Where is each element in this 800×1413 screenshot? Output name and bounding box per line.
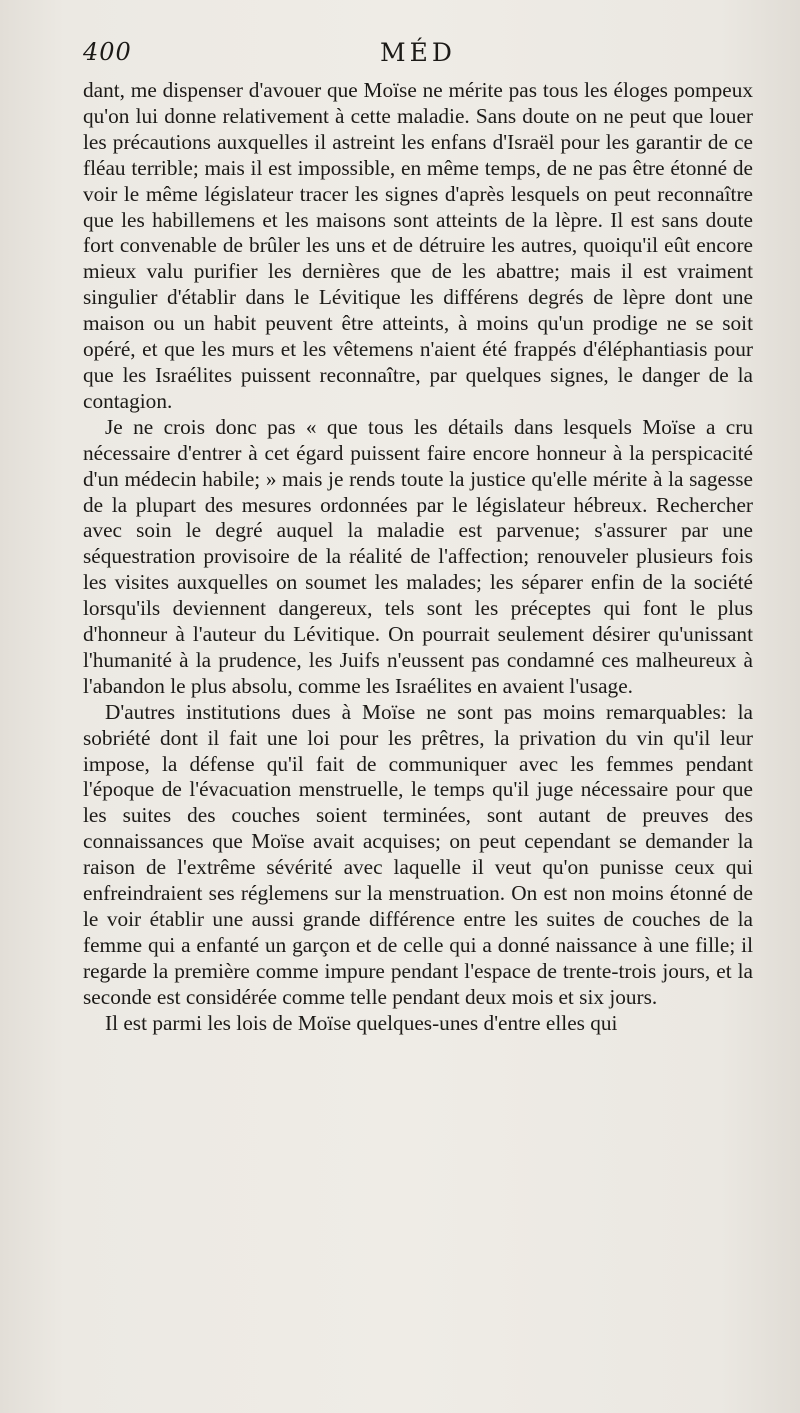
paragraph-laws: Il est parmi les lois de Moïse quelques-unes d'entre elles qui <box>105 1010 618 1035</box>
body-text <box>83 78 753 1037</box>
paragraph-continued: dant, me dispenser d'avouer que Moïse ne mérite pas tous les éloges pompeux qu'on lui donne relativement à cette maladie. Sans doute on ne peut que louer les précautions auxquelles il astreint les enfans d'Israël pour les garantir de ce fléau terrible; mais il est impossible, en même temps, de ne pas être étonné de voir le même législateur tracer les signes d'après lesquels on peut reconnaître que les habillemens et les maisons sont atteints de la lèpre. Il est sans doute fort convenable de brûler les uns et de détruire les autres, quoiqu'il eût encore mieux valu purifier les dernières que de les abattre; mais il est vraiment singulier d'établir dans le Lévitique les différens degrés de lèpre dont une maison ou un habit peuvent être atteints, à moins qu'un prodige ne se soit opéré, et que les murs et les vêtemens n'aient été frappés d'éléphantiasis pour que les Israélites puissent reconnaître, par quelques signes, le danger de la contagion. <box>83 78 753 413</box>
paragraph-institutions: D'autres institutions dues à Moïse ne sont pas moins remarquables: la sobriété dont il fait une loi pour les prêtres, la privation du vin qu'il leur impose, la défense qu'il fait de communiquer avec les femmes pendant l'époque de l'évacuation menstruelle, le temps qu'il juge nécessaire pour que les suites des couches soient terminées, sont autant de preuves des connaissances que Moïse avait acquises; on peut cependant se demander la raison de l'extrême sévérité avec laquelle il veut qu'on punisse ceux qui enfreindraient ses réglemens sur la menstruation. On est non moins étonné de le voir établir une aussi grande différence entre les suites de couches de la femme qui a enfanté un garçon et de celle qui a donné naissance à une fille; il regarde la première comme impure pendant l'espace de trente-trois jours, et la seconde est considérée comme telle pendant deux mois et six jours. <box>83 699 753 1009</box>
paragraph-details: Je ne crois donc pas « que tous les détails dans lesquels Moïse a cru nécessaire d'entrer à cet égard puissent faire encore honneur à la perspicacité d'un médecin habile; » mais je rends toute la justice qu'elle mérite à la sagesse de la plupart des mesures ordonnées par le législateur hébreux. Rechercher avec soin le degré auquel la maladie est parvenue; s'assurer par une séquestration provisoire de la réalité de l'affection; renouveler plusieurs fois les visites auxquelles on soumet les malades; les séparer enfin de la société lorsqu'ils deviennent dangereux, tels sont les préceptes qui font le plus d'honneur à l'auteur du Lévitique. On pourrait seulement désirer qu'unissant l'humanité à la prudence, les Juifs n'eussent pas condamné ces malheureux à l'abandon le plus absolu, comme les Israélites en avaient l'usage. <box>83 414 753 698</box>
page-number: 400 <box>83 38 132 66</box>
page-header <box>83 38 753 74</box>
running-head: MÉD <box>380 38 456 67</box>
